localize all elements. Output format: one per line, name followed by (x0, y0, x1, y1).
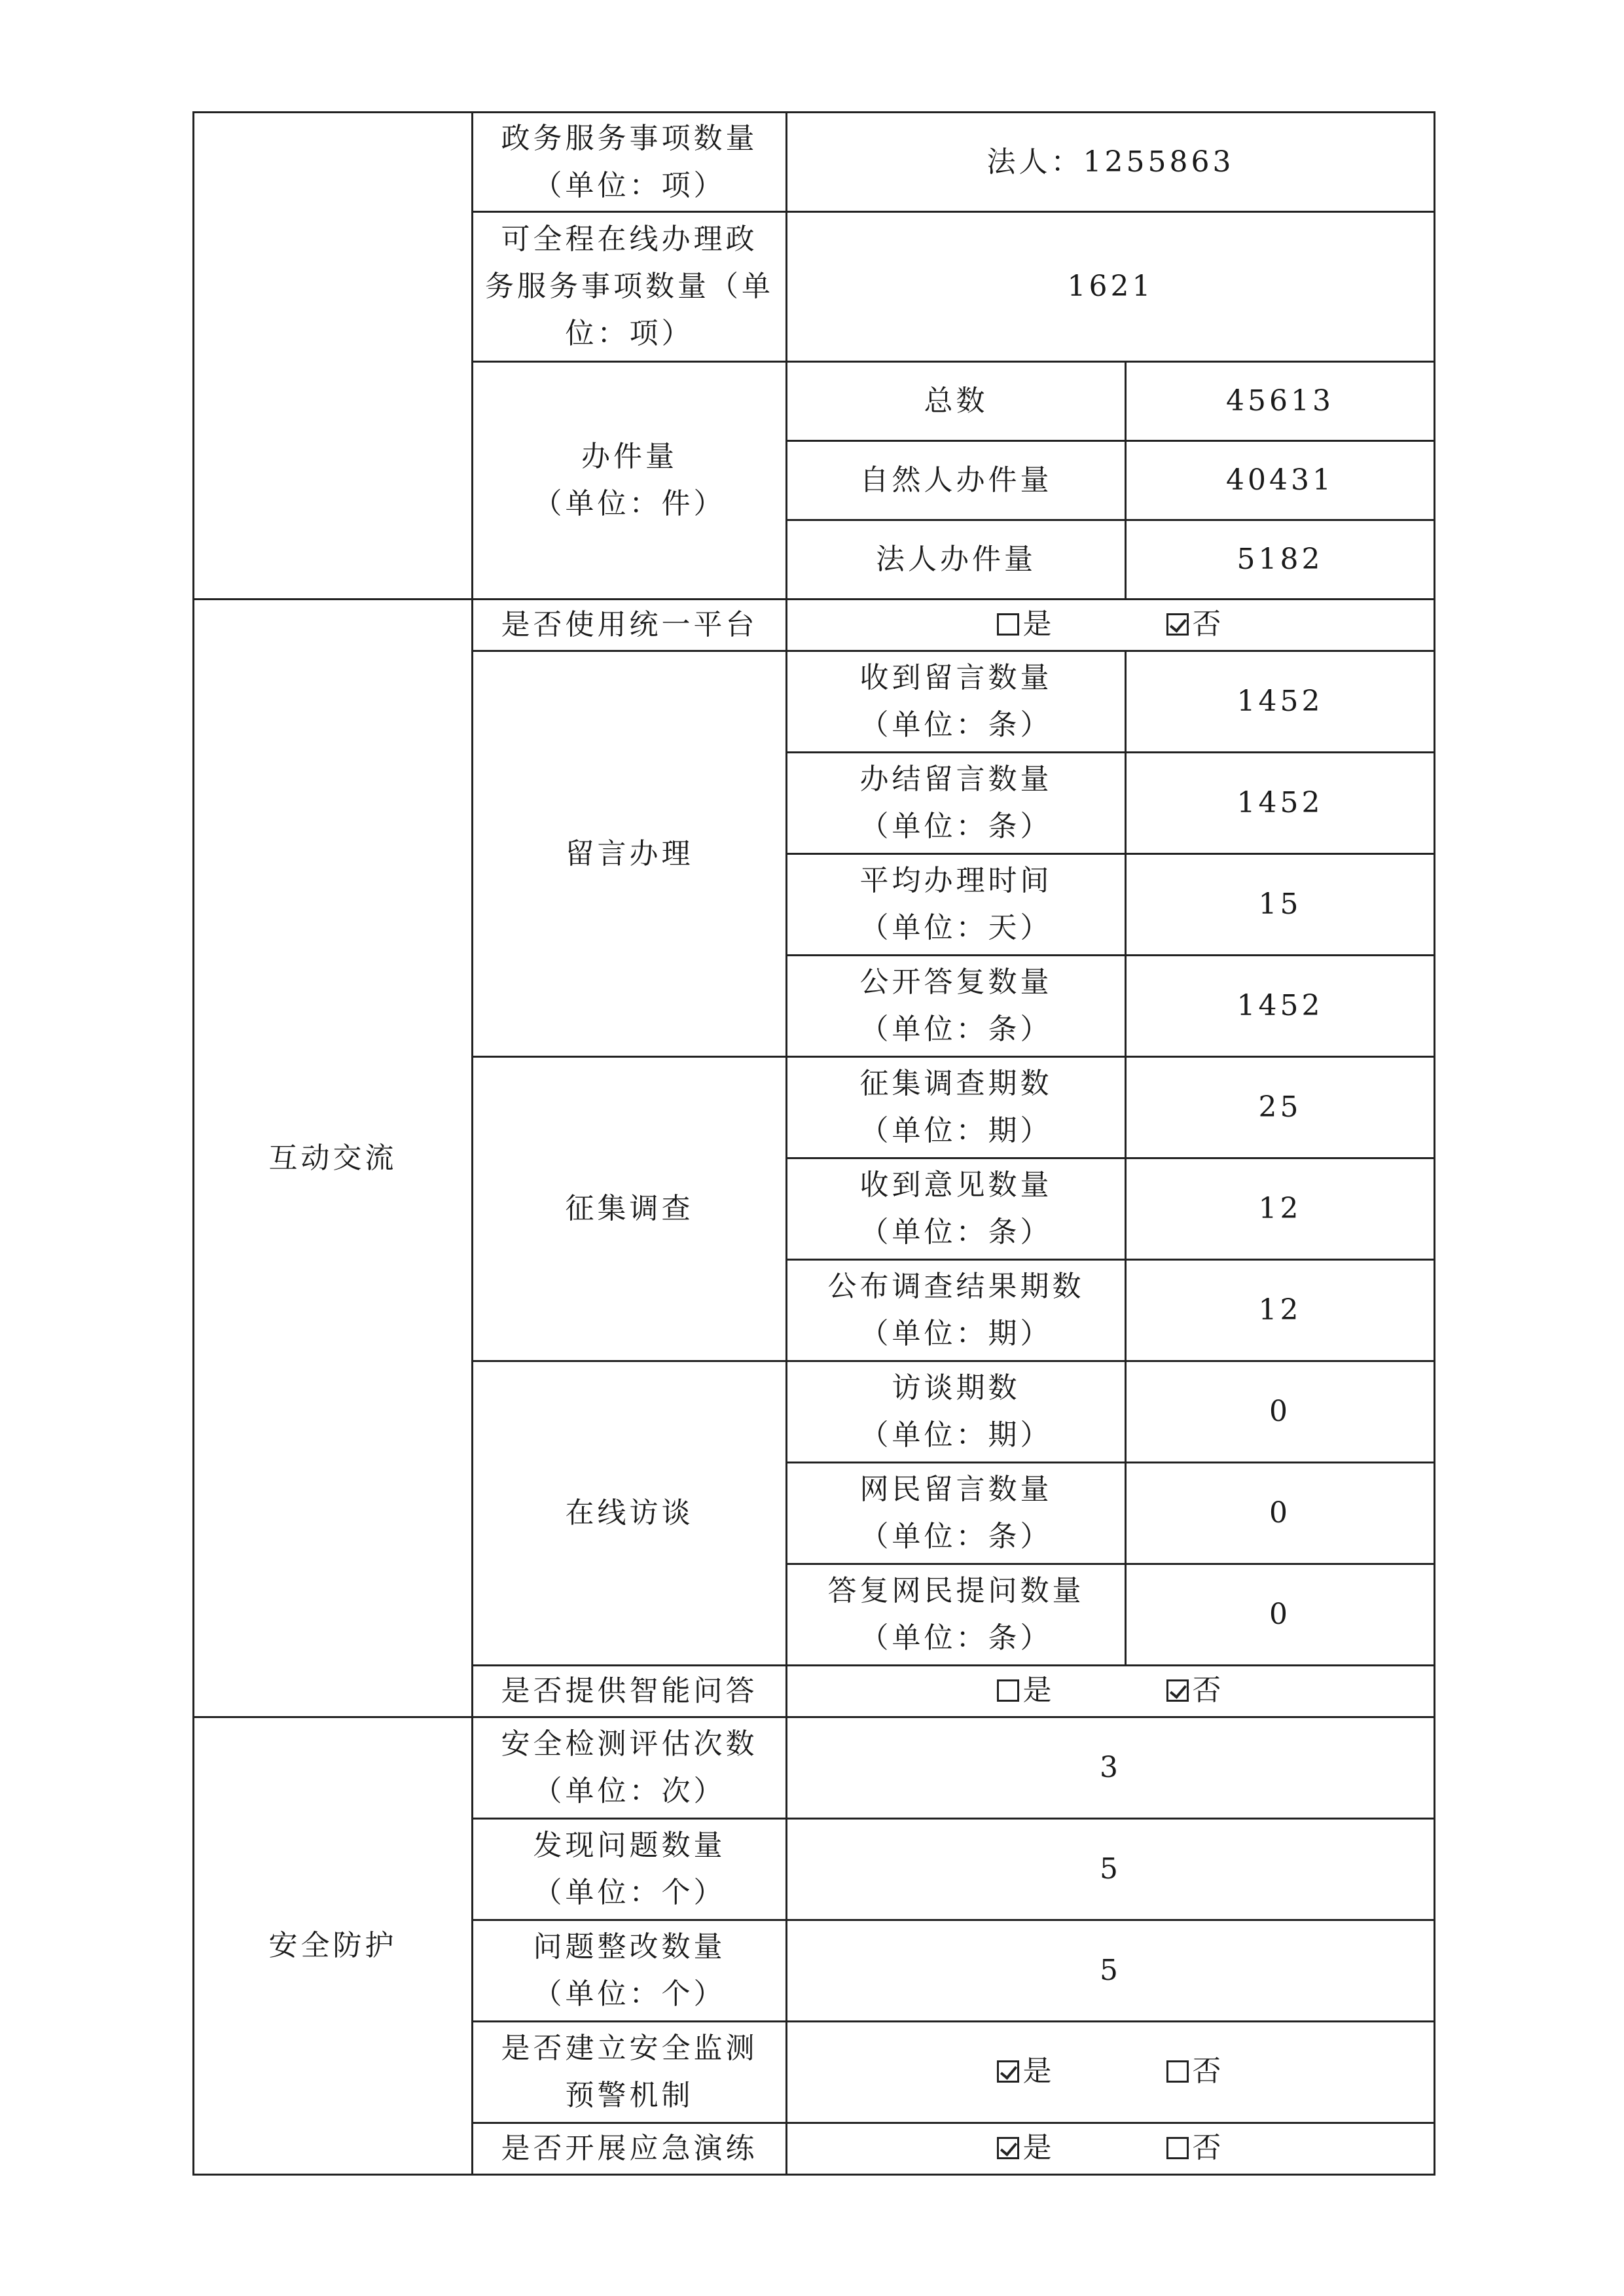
checked-checkbox-icon[interactable] (1166, 613, 1189, 636)
smart-qa-label: 是否提供智能问答 (473, 1666, 787, 1717)
warning-no-option[interactable]: 否 (1166, 2048, 1225, 2095)
checked-checkbox-icon[interactable] (1166, 1679, 1189, 1702)
table-row (194, 113, 1435, 212)
unified-platform-options (787, 600, 1435, 651)
interview-periods-value: 0 (1126, 1361, 1435, 1463)
opinions-received-label: 收到意见数量 （单位：条） (787, 1158, 1126, 1260)
handled-natural-label: 自然人办件量 (787, 441, 1126, 520)
found-issues-value: 5 (787, 1819, 1435, 1920)
emergency-drill-options (787, 2123, 1435, 2175)
found-issues-label: 发现问题数量 （单位：个） (473, 1819, 787, 1920)
received-messages-value: 1452 (1126, 651, 1435, 753)
handled-legal-value: 5182 (1126, 520, 1435, 600)
public-reply-value: 1452 (1126, 956, 1435, 1057)
survey-results-label: 公布调查结果期数 （单位：期） (787, 1260, 1126, 1361)
warning-mechanism-label: 是否建立安全监测 预警机制 (473, 2022, 787, 2123)
handled-legal-label: 法人办件量 (787, 520, 1126, 600)
unchecked-checkbox-icon[interactable] (997, 1679, 1019, 1702)
survey-periods-label: 征集调查期数 （单位：期） (787, 1057, 1126, 1158)
netizen-messages-label: 网民留言数量 （单位：条） (787, 1463, 1126, 1564)
netizen-messages-value: 0 (1126, 1463, 1435, 1564)
unchecked-checkbox-icon[interactable] (1166, 2137, 1189, 2159)
security-section-label: 安全防护 (194, 1717, 473, 2175)
table-row (194, 600, 1435, 651)
service-section-cell (194, 113, 473, 600)
handled-total-label: 总数 (787, 362, 1126, 441)
smart-qa-no-option[interactable]: 否 (1166, 1667, 1225, 1714)
average-time-value: 15 (1126, 854, 1435, 956)
public-reply-label: 公开答复数量 （单位：条） (787, 956, 1126, 1057)
survey-periods-value: 25 (1126, 1057, 1435, 1158)
concluded-messages-value: 1452 (1126, 753, 1435, 854)
online-matters-label: 可全程在线办理政 务服务事项数量（单 位：项） (473, 212, 787, 362)
handled-natural-value: 40431 (1126, 441, 1435, 520)
opinions-received-value: 12 (1126, 1158, 1435, 1260)
warning-yes-option[interactable]: 是 (997, 2048, 1055, 2095)
emergency-drill-label: 是否开展应急演练 (473, 2123, 787, 2175)
messages-group-label: 留言办理 (473, 651, 787, 1057)
service-matters-label: 政务服务事项数量 （单位：项） (473, 113, 787, 212)
unchecked-checkbox-icon[interactable] (1166, 2060, 1189, 2083)
replies-value: 0 (1126, 1564, 1435, 1666)
online-matters-value: 1621 (787, 212, 1435, 362)
interview-periods-label: 访谈期数 （单位：期） (787, 1361, 1126, 1463)
website-statistics-table (192, 111, 1435, 2176)
interaction-section-label: 互动交流 (194, 600, 473, 1717)
unified-platform-label: 是否使用统一平台 (473, 600, 787, 651)
fixed-issues-label: 问题整改数量 （单位：个） (473, 1920, 787, 2022)
assessments-value: 3 (787, 1717, 1435, 1819)
concluded-messages-label: 办结留言数量 （单位：条） (787, 753, 1126, 854)
checked-checkbox-icon[interactable] (997, 2060, 1019, 2083)
interview-group-label: 在线访谈 (473, 1361, 787, 1666)
smart-qa-options (787, 1666, 1435, 1717)
handled-volume-label: 办件量 （单位：件） (473, 362, 787, 600)
warning-mechanism-options (787, 2022, 1435, 2123)
received-messages-label: 收到留言数量 （单位：条） (787, 651, 1126, 753)
checked-checkbox-icon[interactable] (997, 2137, 1019, 2159)
assessments-label: 安全检测评估次数 （单位：次） (473, 1717, 787, 1819)
fixed-issues-value: 5 (787, 1920, 1435, 2022)
survey-results-value: 12 (1126, 1260, 1435, 1361)
unified-platform-no-option[interactable]: 否 (1166, 601, 1225, 648)
drill-no-option[interactable]: 否 (1166, 2125, 1225, 2172)
smart-qa-yes-option[interactable]: 是 (997, 1667, 1055, 1714)
unified-platform-yes-option[interactable]: 是 (997, 601, 1055, 648)
handled-total-value: 45613 (1126, 362, 1435, 441)
drill-yes-option[interactable]: 是 (997, 2125, 1055, 2172)
survey-group-label: 征集调查 (473, 1057, 787, 1361)
table-row (194, 1717, 1435, 1819)
average-time-label: 平均办理时间 （单位：天） (787, 854, 1126, 956)
replies-label: 答复网民提问数量 （单位：条） (787, 1564, 1126, 1666)
service-matters-value: 法人：1255863 (787, 113, 1435, 212)
unchecked-checkbox-icon[interactable] (997, 613, 1019, 636)
